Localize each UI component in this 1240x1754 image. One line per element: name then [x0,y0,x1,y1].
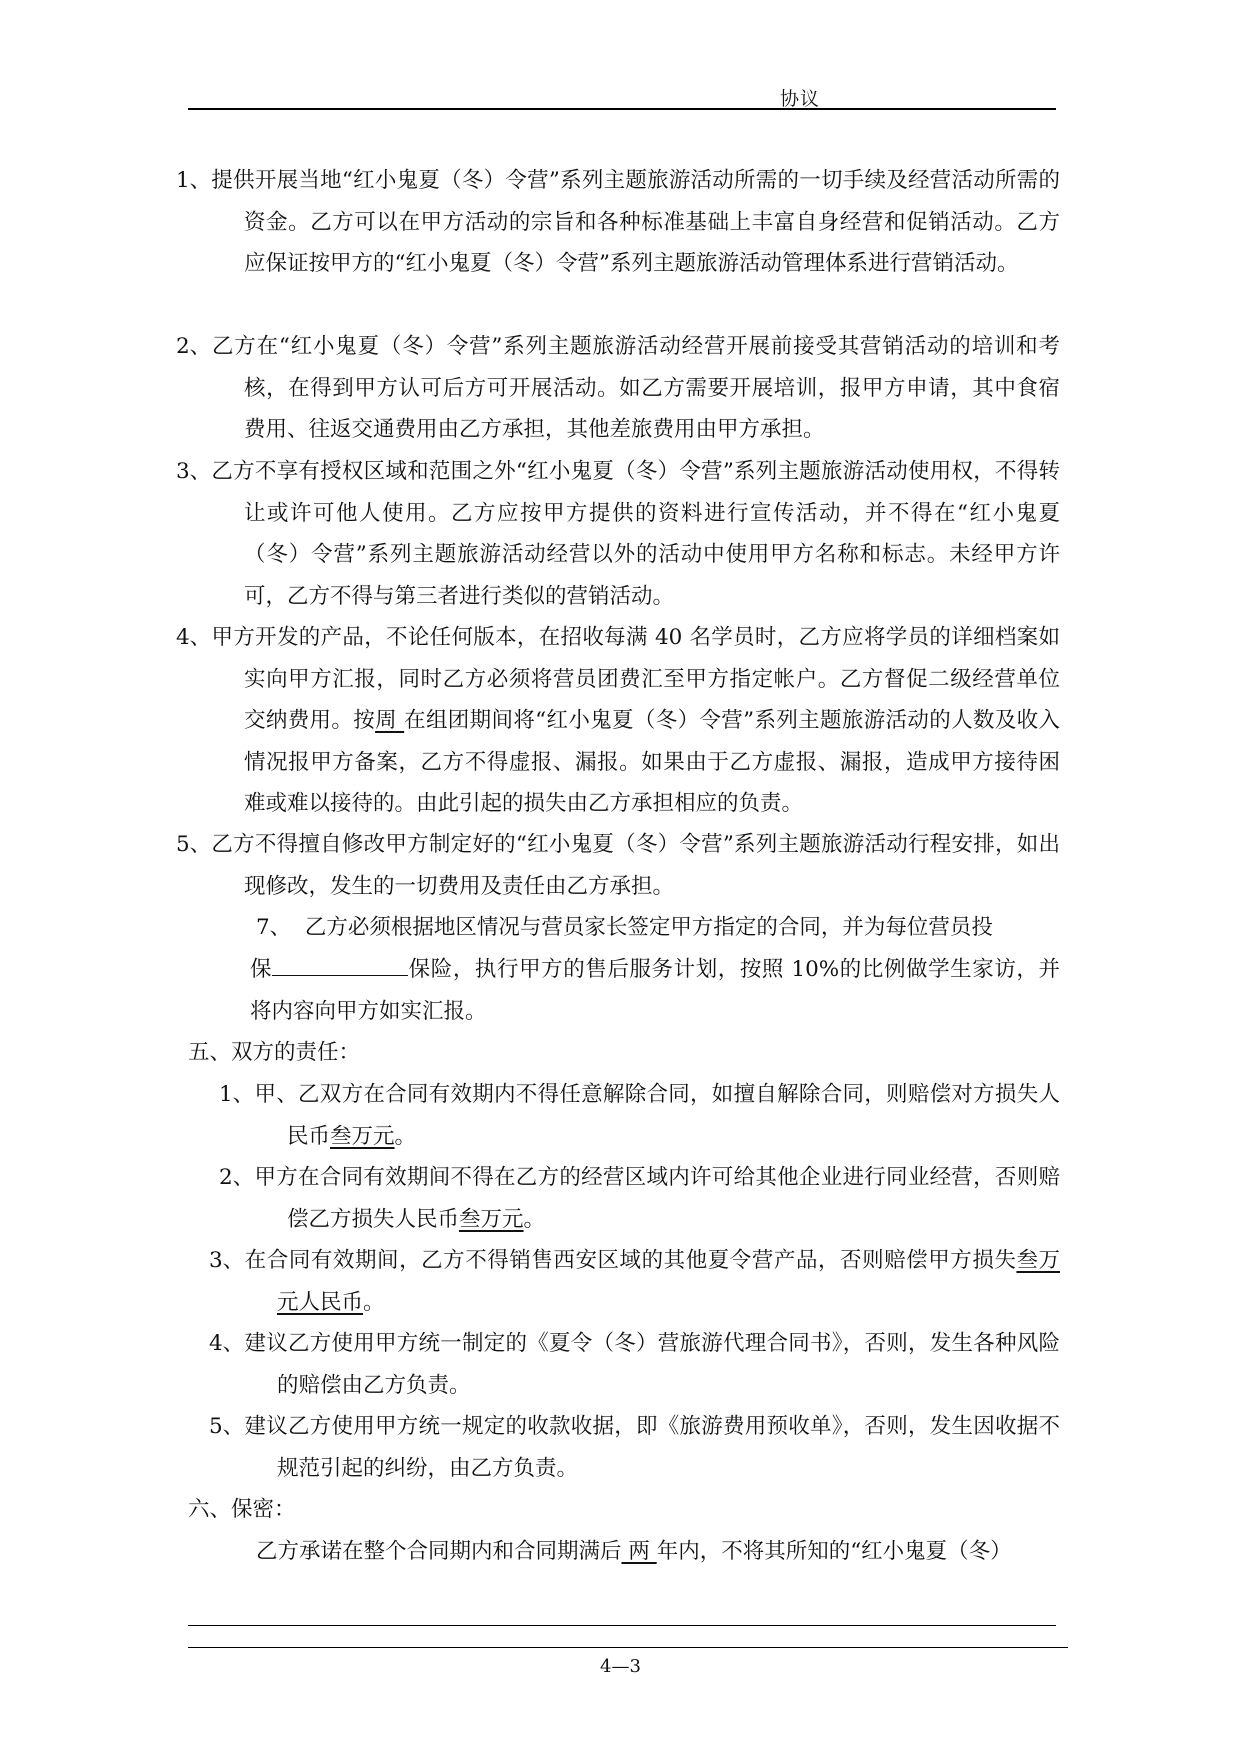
clause-text: 年内，不将其所知的“红小鬼夏（冬） [656,1539,1012,1564]
clause-text: 甲方开发的产品，不论任何版本，在招收每满 40 名学员时，乙方应将学员的详细档案如实向甲方汇报，同时乙方必须将营员团费汇至甲方指定帐户。乙方督促二级经营单位交纳费用。按 [211,625,1060,733]
clause-item-4 [176,617,1060,825]
clause-text: 乙方不享有授权区域和范围之外“红小鬼夏（冬）令营”系列主题旅游活动使用权，不得转让或许可他人使用。乙方应按甲方提供的资料进行宣传活动，并不得在“红小鬼夏（冬）令营”系列主题旅游活动经营以外的活动中使用甲方名称和标志。未经甲方许可，乙方不得与第三者进行类似的营销活动。 [211,459,1060,609]
clause-text: 乙方必须根据地区情况与营员家长签定甲方指定的合同，并为每位营员投 [304,915,993,940]
clause-item-1 [176,160,1060,285]
clause-number: 2、 [176,334,212,359]
underlined-term: 周 [375,708,405,733]
clause-text: 乙方在“红小鬼夏（冬）令营”系列主题旅游活动经营开展前接受其营销活动的培训和考核，在得到甲方认可后方可开展活动。如乙方需要开展培训，报甲方申请，其中食宿费用、往返交通费用由乙方承担，其他差旅费用由甲方承担。 [211,334,1060,442]
clause-text: 。 [394,1123,417,1149]
clause-text: 在合同有效期间，乙方不得销售西安区域的其他夏令营产品，否则赔偿甲方损失 [244,1248,1017,1273]
clause-item-7-rest [250,949,1060,1032]
clause-item-3 [176,451,1060,617]
underlined-amount: 叁万元 [459,1206,524,1232]
confidentiality-text [256,1531,1076,1573]
clause-text: 提供开展当地“红小鬼夏（冬）令营”系列主题旅游活动所需的一切手续及经营活动所需的资金。乙方可以在甲方活动的宗旨和各种标准基础上丰富自身经营和促销活动。乙方应保证按甲方的“红小鬼夏（冬）令营”系列主题旅游活动管理体系进行营销活动。 [211,168,1060,276]
clause-text: 保 [250,957,273,982]
clause-item-7-line1 [256,907,1060,949]
clause-item-2 [176,326,1060,451]
underlined-amount: 叁万元 [330,1123,395,1149]
header-title: 协议 [780,88,821,110]
page-number: 4—3 [600,1656,641,1677]
duty-item-2 [219,1157,1060,1240]
fill-in-blank [272,953,408,976]
clause-text: 建议乙方使用甲方统一制定的《夏令（冬）营旅游代理合同书》，否则，发生各种风险的赔偿由乙方负责。 [244,1331,1060,1398]
header-rule [188,108,1056,110]
clause-number: 4、 [176,625,212,650]
clause-text: 在组团期间将“红小鬼夏（冬）令营”系列主题旅游活动的人数及收入情况报甲方备案，乙方不得虚报、漏报。如果由于乙方虚报、漏报，造成甲方接待困难或难以接待的。由此引起的损失由乙方承担相应的负责。 [244,708,1060,816]
duty-item-1 [219,1074,1060,1157]
clause-number: 5、 [209,1414,245,1439]
footer-rule-top [188,1625,1056,1626]
clause-number: 1、 [219,1082,255,1107]
clause-text: 乙方不得擅自修改甲方制定好的“红小鬼夏（冬）令营”系列主题旅游活动行程安排，如出现修改，发生的一切费用及责任由乙方承担。 [211,832,1060,899]
clause-number: 3、 [209,1248,245,1273]
clause-number: 7、 [256,915,292,940]
clause-item-5 [176,824,1060,907]
clause-text: 建议乙方使用甲方统一规定的收款收据，即《旅游费用预收单》，否则，发生因收据不规范引起的纠纷，由乙方负责。 [244,1414,1060,1481]
duty-item-5 [209,1406,1060,1489]
clause-text: 保险，执行甲方的售后服务计划，按照 10%的比例做学生家访，并将内容向甲方如实汇报。 [250,957,1060,1024]
section-heading-5: 五、双方的责任： [188,1040,361,1065]
clause-number: 1、 [176,168,212,193]
clause-text: 甲方在合同有效期间不得在乙方的经营区域内许可给其他企业进行同业经营，否则赔偿乙方损失人民币 [254,1165,1060,1232]
duty-item-4 [209,1323,1060,1406]
clause-text: 。 [363,1289,385,1315]
clause-number: 2、 [219,1165,255,1190]
clause-number: 3、 [176,459,212,484]
clause-text: 乙方承诺在整个合同期内和合同期满后 [256,1539,622,1564]
duty-item-3 [209,1240,1060,1323]
clause-text: 。 [523,1206,546,1232]
underlined-amount: 叁万元人民币 [277,1248,1060,1315]
underlined-term: 两 [621,1539,657,1564]
clause-text: 甲、乙双方在合同有效期内不得任意解除合同，如擅自解除合同，则赔偿对方损失人民币 [254,1082,1060,1149]
section-heading-6: 六、保密： [188,1497,296,1522]
clause-number: 4、 [209,1331,245,1356]
clause-number: 5、 [176,832,212,857]
footer-rule-bottom [188,1647,1068,1648]
